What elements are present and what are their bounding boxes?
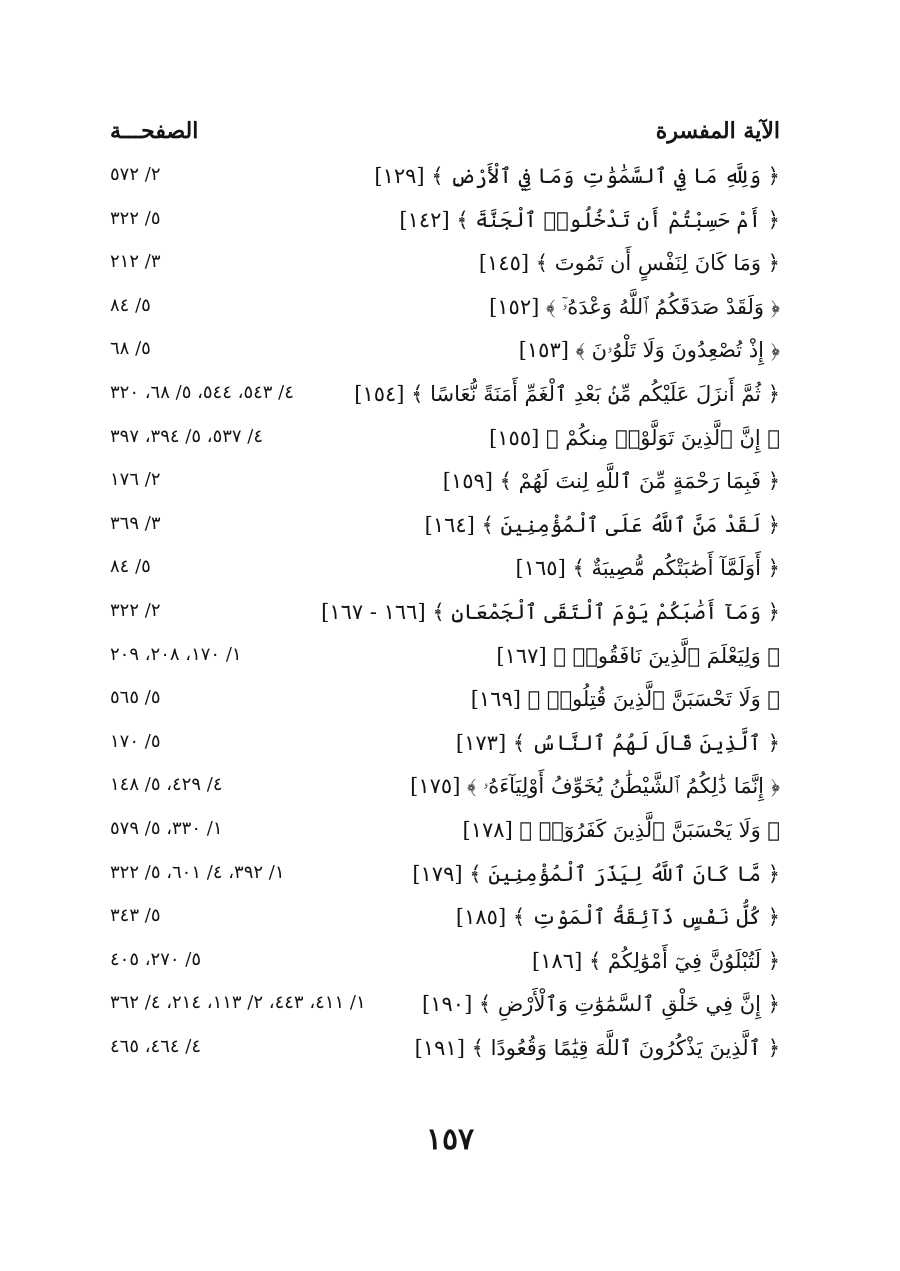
verse-reference: ﴿ كُلُّ نَفْسٍ ذَآئِقَةُ ٱلْمَوْتِ ﴾ [١٨٥] bbox=[455, 905, 780, 930]
verse-reference: ﴿ فَبِمَا رَحْمَةٍ مِّنَ ٱللَّهِ لِنتَ لَهُمْ ﴾ [١٥٩] bbox=[442, 469, 780, 494]
index-row bbox=[110, 683, 780, 727]
index-row bbox=[110, 291, 780, 335]
page-references: ٥/ ٨٤ bbox=[110, 294, 151, 316]
index-row bbox=[110, 945, 780, 989]
verse-reference: ﴿ أَوَلَمَّآ أَصَٰبَتْكُم مُّصِيبَةٌ ﴾ [١٦٥] bbox=[515, 556, 780, 581]
verse-reference: ﴿ وَمَا كَانَ لِنَفْسٍ أَن تَمُوتَ ﴾ [١٤٥] bbox=[478, 251, 780, 276]
verse-reference: ﴿ إِذْ تُصْعِدُونَ وَلَا تَلْوُۥنَ ﴾ [١٥٣] bbox=[518, 338, 780, 363]
page-references: ٤/ ٤٦٤، ٤٦٥ bbox=[110, 1035, 202, 1057]
page-references: ٣/ ٢١٢ bbox=[110, 251, 161, 273]
index-row bbox=[110, 204, 780, 248]
page-references: ٤/ ٤٢٩، ٥/ ١٤٨ bbox=[110, 774, 223, 796]
page-references: ٥/ ٨٤ bbox=[110, 556, 151, 578]
index-row bbox=[110, 988, 780, 1032]
verse-reference: ﴿ لَتُبْلَوُنَّ فِيٓ أَمْوَٰلِكُمْ ﴾ [١٨٦] bbox=[532, 948, 780, 973]
index-row bbox=[110, 422, 780, 466]
verse-reference: ﴿ إِنَّ ٱلَّذِينَ تَوَلَّوْا۟ مِنكُمْ ﴾ [١٥٥] bbox=[489, 425, 780, 450]
verse-reference: ﴿ ٱلَّذِينَ يَذْكُرُونَ ٱللَّهَ قِيَٰمًا وَقُعُودًا ﴾ [١٩١] bbox=[414, 1035, 780, 1060]
page-references: ٢/ ٥٧٢ bbox=[110, 164, 161, 185]
verse-reference: ﴿ وَمَآ أَصَٰبَكُمْ يَوْمَ ٱلْتَقَى ٱلْجَمْعَانِ ﴾ [١٦٦ - ١٦٧] bbox=[321, 599, 780, 624]
page-column-header: الصفحـــة bbox=[110, 118, 199, 144]
page-references: ٢/ ١٧٦ bbox=[110, 469, 161, 491]
index-row bbox=[110, 858, 780, 902]
page-references: ٥/ ١٧٠ bbox=[110, 730, 161, 752]
page-number: ١٥٧ bbox=[425, 1122, 475, 1157]
page-references: ٥/ ٢٧٠، ٤٠٥ bbox=[110, 948, 202, 970]
index-row bbox=[110, 640, 780, 684]
page-references: ٣/ ٣٦٩ bbox=[110, 512, 161, 534]
index-row bbox=[110, 160, 780, 204]
index-row bbox=[110, 465, 780, 509]
index-row bbox=[110, 770, 780, 814]
verse-reference: ﴿ ٱلَّذِينَ قَالَ لَهُمُ ٱلنَّاسُ ﴾ [١٧٣] bbox=[455, 730, 780, 755]
index-rows bbox=[110, 160, 780, 1075]
verse-reference: ﴿ ثُمَّ أَنزَلَ عَلَيْكُم مِّنۢ بَعْدِ ٱلْغَمِّ أَمَنَةً نُّعَاسًا ﴾ [١٥٤] bbox=[354, 381, 780, 406]
page-references: ٥/ ٣٢٢ bbox=[110, 207, 161, 229]
verse-reference: ﴿ إِنَّ فِي خَلْقِ ٱلسَّمَٰوَٰتِ وَٱلْأَرْضِ ﴾ [١٩٠] bbox=[422, 992, 780, 1017]
index-row bbox=[110, 814, 780, 858]
index-row bbox=[110, 1032, 780, 1076]
verse-reference: ﴿ وَلِيَعْلَمَ ٱلَّذِينَ نَافَقُوا۟ ﴾ [١٦٧] bbox=[496, 643, 780, 668]
page-references: ٤/ ٥٤٣، ٥٤٤، ٥/ ٦٨، ٣٢٠ bbox=[110, 381, 294, 403]
index-row bbox=[110, 334, 780, 378]
verse-reference: ﴿ لَقَدْ مَنَّ ٱللَّهُ عَلَى ٱلْمُؤْمِنِينَ ﴾ [١٦٤] bbox=[424, 512, 780, 537]
verse-reference: ﴿ وَلَقَدْ صَدَقَكُمُ ٱللَّهُ وَعْدَهُۥٓ ﴾ [١٥٢] bbox=[489, 294, 780, 319]
index-row bbox=[110, 901, 780, 945]
verse-reference: ﴿ وَلَا تَحْسَبَنَّ ٱلَّذِينَ قُتِلُوا۟ ﴾ [١٦٩] bbox=[470, 687, 780, 712]
index-row bbox=[110, 552, 780, 596]
verse-reference: ﴿ وَلَا يَحْسَبَنَّ ٱلَّذِينَ كَفَرُوٓا۟ ﴾ [١٧٨] bbox=[462, 817, 780, 842]
index-row bbox=[110, 378, 780, 422]
index-row bbox=[110, 596, 780, 640]
page-references: ١/ ٣٩٢، ٤/ ٦٠١، ٥/ ٣٢٢ bbox=[110, 861, 285, 883]
page-references: ٢/ ٣٢٢ bbox=[110, 599, 161, 621]
page-references: ١/ ٤١١، ٤٤٣، ٢/ ١١٣، ٢١٤، ٤/ ٣٦٢ bbox=[110, 992, 366, 1014]
index-row bbox=[110, 727, 780, 771]
page-references: ٤/ ٥٣٧، ٥/ ٣٩٤، ٣٩٧ bbox=[110, 425, 264, 447]
page-references: ١/ ١٧٠، ٢٠٨، ٢٠٩ bbox=[110, 643, 242, 665]
verse-reference: ﴿ إِنَّمَا ذَٰلِكُمُ ٱلشَّيْطَٰنُ يُخَوِّفُ أَوْلِيَآءَهُۥ ﴾ [١٧٥] bbox=[410, 774, 780, 799]
page-references: ١/ ٣٣٠، ٥/ ٥٧٩ bbox=[110, 817, 223, 839]
index-row bbox=[110, 247, 780, 291]
page-references: ٥/ ٣٤٣ bbox=[110, 905, 161, 927]
verse-reference: ﴿ مَّا كَانَ ٱللَّهُ لِيَذَرَ ٱلْمُؤْمِنِينَ ﴾ [١٧٩] bbox=[412, 861, 780, 886]
index-row bbox=[110, 509, 780, 553]
verse-column-header: الآية المفسرة bbox=[655, 118, 780, 144]
table-header bbox=[110, 118, 780, 152]
page-references: ٥/ ٦٨ bbox=[110, 338, 151, 360]
verse-reference: ﴿ وَلِلَّهِ مَا فِي ٱلسَّمَٰوَٰتِ وَمَا فِي ٱلْأَرْضِ ﴾ [١٢٩] bbox=[374, 164, 780, 188]
verse-reference: ﴿ أَمْ حَسِبْتُمْ أَن تَدْخُلُوا۟ ٱلْجَنَّةَ ﴾ [١٤٢] bbox=[399, 207, 780, 232]
page-references: ٥/ ٥٦٥ bbox=[110, 687, 161, 709]
